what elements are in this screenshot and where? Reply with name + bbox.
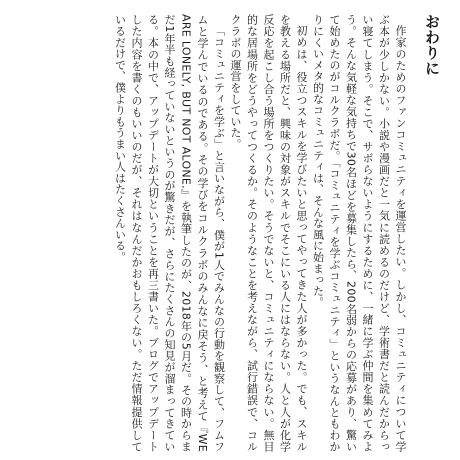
paragraph: 初めは、役立つスキルを学びたいと思ってやってきた人が多かった。でも、スキルを教える場所だと、興味の対象がスキルでそこにいる人にはならない。人と人が化学反応を起こし合う場所をつくりたい。そうでないと、コミュニティにならない。無目的な居場所をどうやってつくるか。そのようなことを考えながら、試行錯誤で、コルクラボの運営をしていた。 [229, 14, 308, 452]
paragraph: 「コミュニティを学ぶ」と言いながら、僕が1人でみんなの行動を観察して、フムフムと学んでいるのである。その学びをコルクラボのみんなに戻そう、と考えて『WE ARE LONELY, BUT NOT ALONE.』を執筆したのが、2018年の5月だ。その時からまだ1年半も経っていないというのが驚きだが、さらにたくさんの知見が溜まってきている。本の中で、アップデートが大切ということを再三書いた。ブログでアップデートした内容を書くのもいいのだが、それはなんだかおもしろくない。ただ情報提供しているだけで、僕よりもうまい人はたくさんいる。 [113, 14, 226, 452]
paragraph: 作家のためのファンコミュニティを運営したい。しかし、コミュニティについて学ぶ本が少しかない。小説や漫画だと一気に読めるのだけど、学術書だと読んだからっい寝てしまう。そこで、サボらないようにするために、一緒に学ぶ仲間を集めてみよう。そんな気軽な気持ちで30名ほどを募集したら、200名弱からの応募があり、驚いて始めたのがコルクラボだ。「コミュニティを学ぶコミュニティ」というなんともわかりにくいメタ的なコミュニティは、そんな風に始まった。 [311, 14, 407, 452]
body-text [12, 14, 408, 452]
section-heading: おわりに [423, 14, 441, 76]
